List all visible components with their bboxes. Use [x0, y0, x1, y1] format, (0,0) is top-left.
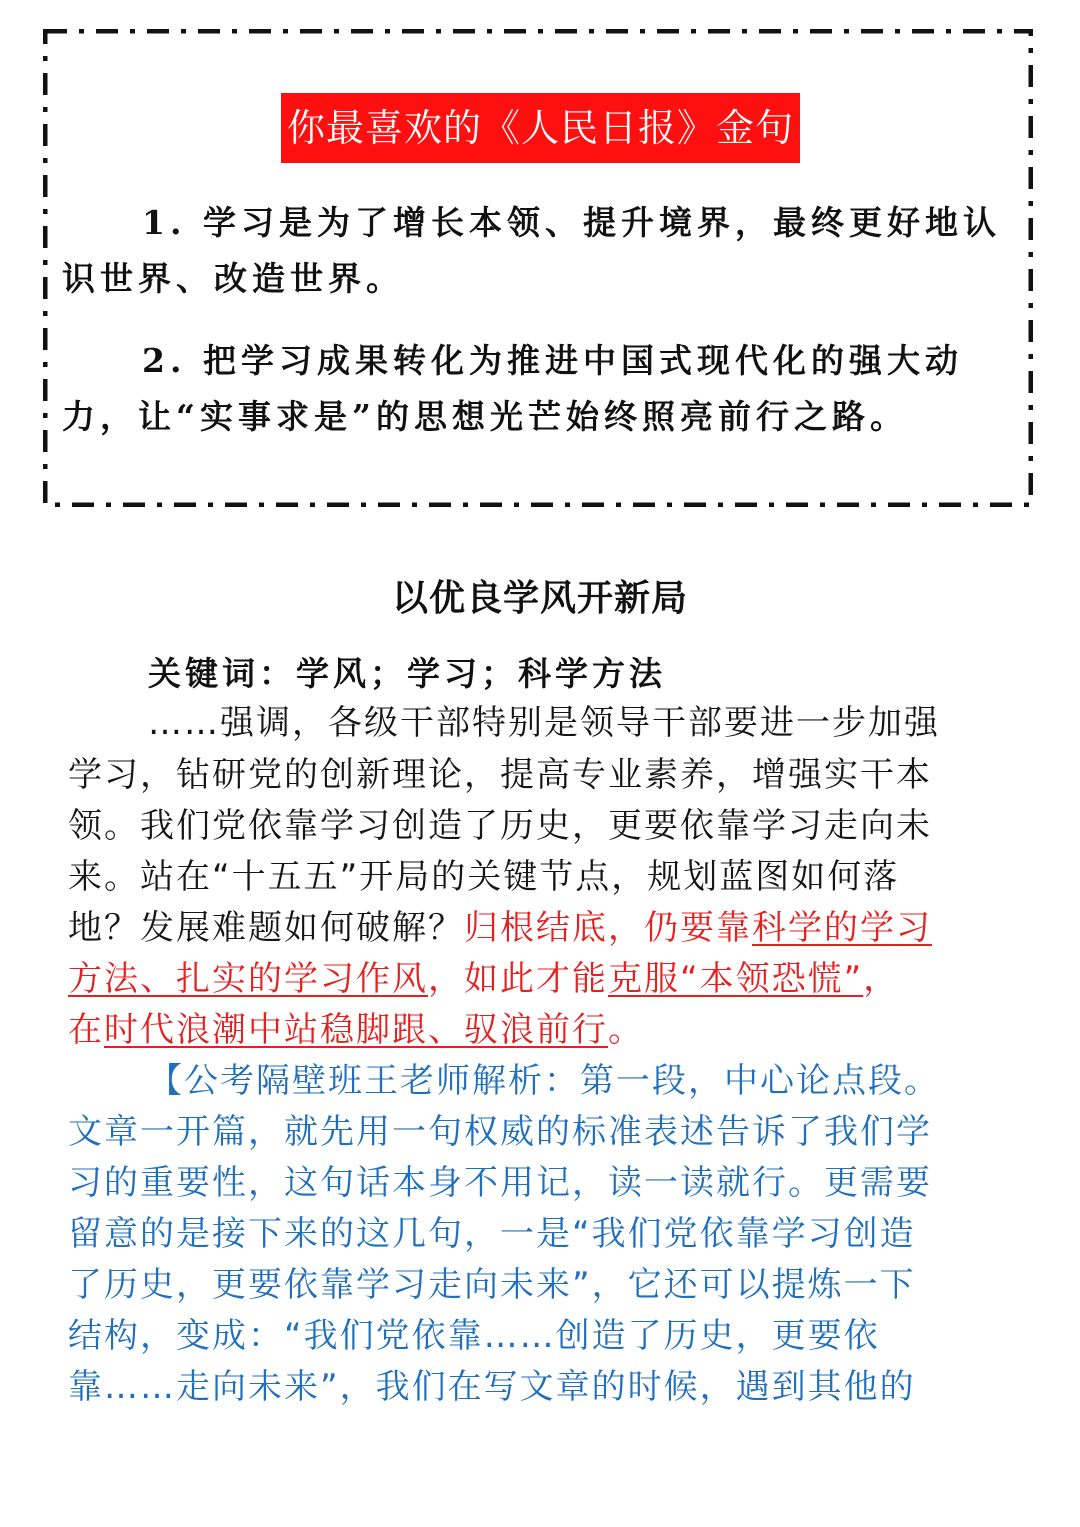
analysis-line: 文章一开篇，就先用一句权威的标准表述告诉了我们学	[68, 1112, 932, 1152]
article-keywords: 关键词：学风；学习；科学方法	[148, 654, 666, 693]
emphasis-text: ，如此才能	[428, 959, 608, 999]
body-line	[68, 698, 940, 748]
article-title: 以优良学风开新局	[391, 578, 688, 619]
analysis-line: 习的重要性，这句话本身不用记，读一读就行。更需要	[68, 1163, 932, 1203]
emphasis-text: 在	[68, 1010, 104, 1050]
analysis-line	[68, 1056, 940, 1106]
quote-1-line-2: 识世界、改造世界。	[62, 259, 404, 298]
body-text: ……强调，各级干部特别是领导干部要进一步加强	[148, 703, 940, 743]
emphasis-underlined: 时代浪潮中站稳脚跟、驭浪前行	[104, 1010, 608, 1050]
emphasis-underlined: 科学的学习	[752, 908, 932, 948]
analysis-line: 留意的是接下来的这几句，一是“我们党依靠学习创造	[68, 1214, 916, 1254]
analysis-line: 靠……走向未来”，我们在写文章的时候，遇到其他的	[68, 1367, 916, 1407]
analysis-line: 结构，变成：“我们党依靠……创造了历史，更要依	[68, 1316, 880, 1356]
quote-2-line-2: 力，让“实事求是”的思想光芒始终照亮前行之路。	[62, 397, 908, 436]
emphasis-underlined: 克服“本领恐慌”	[608, 959, 864, 999]
quote-2	[62, 333, 1037, 445]
quote-2-line-1: 2. 把学习成果转化为推进中国式现代化的强大动	[142, 341, 963, 380]
analysis-line: 了历史，更要依靠学习走向未来”，它还可以提炼一下	[68, 1265, 916, 1305]
body-line	[68, 1005, 644, 1055]
body-line	[68, 954, 899, 1004]
emphasis-text: ，	[863, 959, 900, 999]
body-line: 学习，钻研党的创新理论，提高专业素养，增强实干本	[68, 755, 932, 795]
quote-1-line-1: 1. 学习是为了增长本领、提升境界，最终更好地认	[142, 203, 1001, 242]
emphasis-text: 归根结底，仍要靠	[464, 908, 752, 948]
body-line	[68, 903, 932, 953]
banner-title: 你最喜欢的《人民日报》金句	[281, 93, 800, 163]
body-line: 来。站在“十五五”开局的关键节点，规划蓝图如何落	[68, 857, 900, 897]
analysis-text: 【公考隔壁班王老师解析：第一段，中心论点段。	[148, 1061, 940, 1101]
body-line: 领。我们党依靠学习创造了历史，更要依靠学习走向未	[68, 806, 932, 846]
quote-1	[62, 195, 1037, 307]
emphasis-text: 。	[608, 1010, 644, 1050]
body-text: 地？发展难题如何破解？	[68, 908, 464, 948]
emphasis-underlined: 方法、扎实的学习作风	[68, 959, 428, 999]
